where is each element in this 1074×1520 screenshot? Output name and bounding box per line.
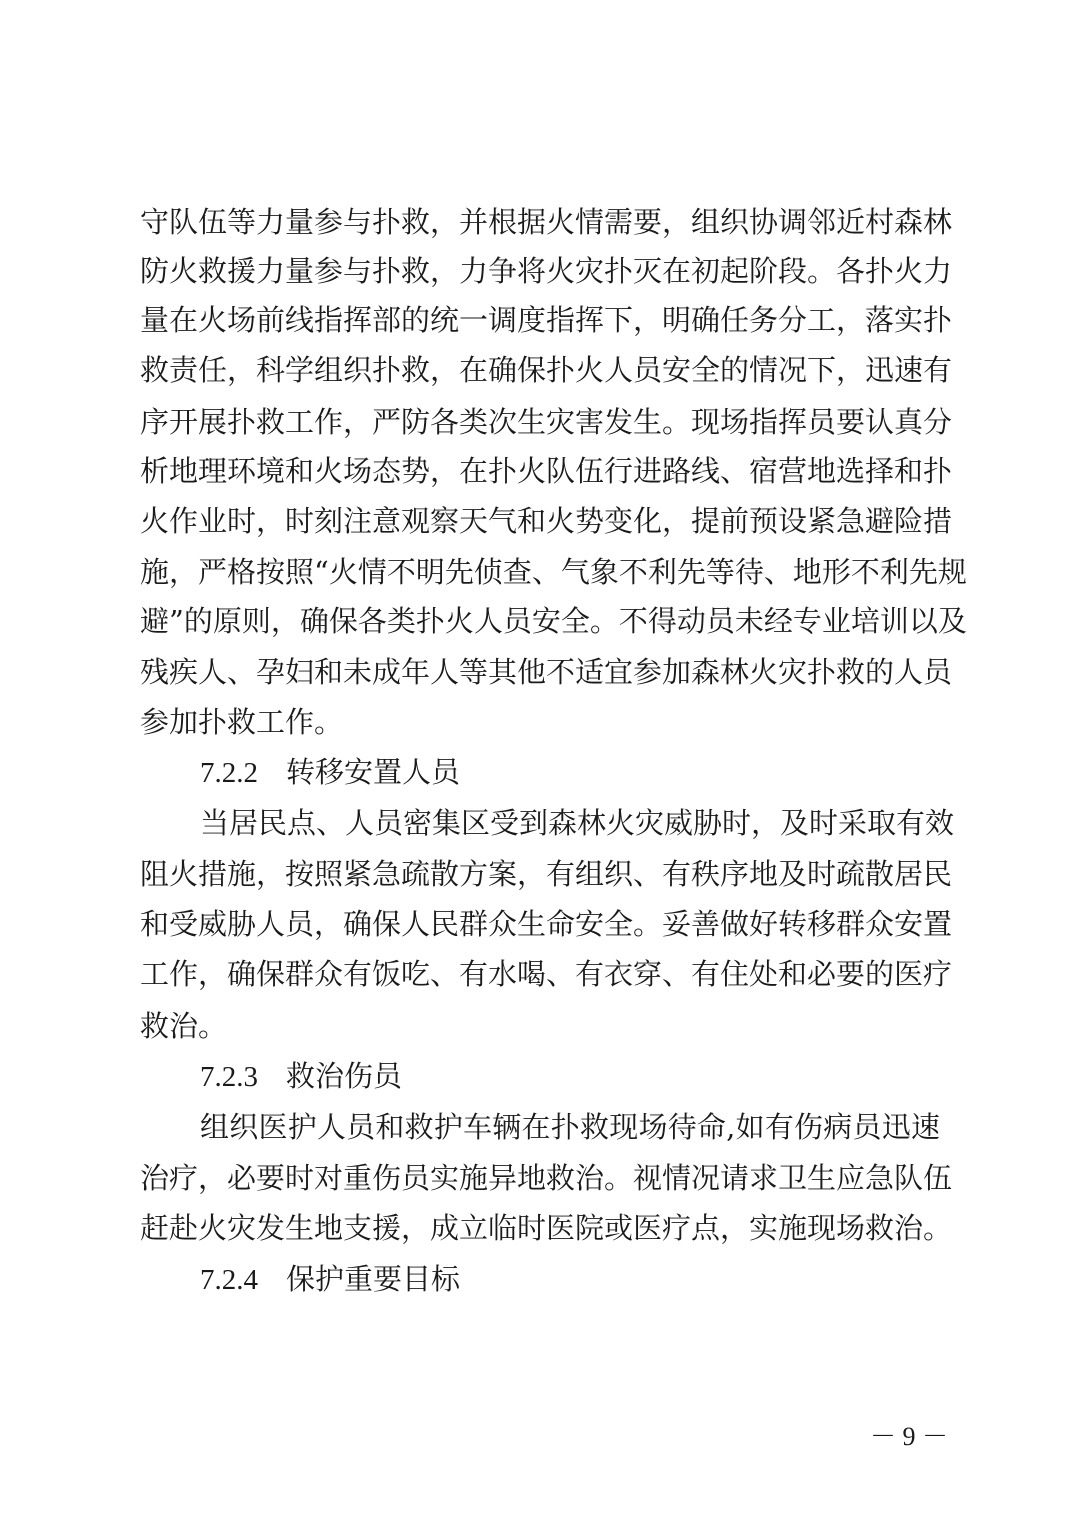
body-text-line: 和受威胁人员，确保人民群众生命安全。妥善做好转移群众安置 <box>140 907 953 941</box>
section-number: 7.2.2 <box>200 757 258 789</box>
body-text-line: 赶赴火灾发生地支援，成立临时医院或医疗点，实施现场救治。 <box>140 1211 953 1245</box>
body-text-line: 序开展扑救工作，严防各类次生灾害发生。现场指挥员要认真分 <box>140 405 953 439</box>
body-text-line: 救责任，科学组织扑救，在确保扑火人员安全的情况下，迅速有 <box>140 353 953 387</box>
body-text-line: 量在火场前线指挥部的统一调度指挥下，明确任务分工，落实扑 <box>140 303 953 337</box>
page-number: － 9 － <box>870 1422 949 1451</box>
body-text-line: 治疗，必要时对重伤员实施异地救治。视情况请求卫生应急队伍 <box>140 1161 953 1195</box>
body-text-line: 析地理环境和火场态势，在扑火队伍行进路线、宿营地选择和扑 <box>140 454 953 488</box>
section-title: 救治伤员 <box>286 1059 403 1093</box>
body-text-line: 救治。 <box>140 1009 228 1043</box>
body-text-line: 工作，确保群众有饭吃、有水喝、有衣穿、有住处和必要的医疗 <box>140 957 953 991</box>
body-text-line: 施，严格按照“火情不明先侦查、气象不利先等待、地形不利先规 <box>140 555 967 589</box>
section-number: 7.2.4 <box>200 1264 258 1296</box>
body-text-line: 参加扑救工作。 <box>140 705 344 739</box>
body-text-line: 火作业时，时刻注意观察天气和火势变化，提前预设紧急避险措 <box>140 504 953 538</box>
section-title: 保护重要目标 <box>286 1262 461 1296</box>
section-title: 转移安置人员 <box>286 755 461 789</box>
body-text-line: 守队伍等力量参与扑救，并根据火情需要，组织协调邻近村森林 <box>140 205 953 239</box>
body-text-line: 避”的原则，确保各类扑火人员安全。不得动员未经专业培训以及 <box>140 604 967 638</box>
body-text-line: 防火救援力量参与扑救，力争将火灾扑灭在初起阶段。各扑火力 <box>140 254 953 288</box>
body-text-line: 残疾人、孕妇和未成年人等其他不适宜参加森林火灾扑救的人员 <box>140 655 953 689</box>
body-text-line: 当居民点、人员密集区受到森林火灾威胁时，及时采取有效 <box>200 806 955 840</box>
section-heading-7-2-4 <box>200 1254 460 1304</box>
body-text-line: 阻火措施，按照紧急疏散方案，有组织、有秩序地及时疏散居民 <box>140 857 953 891</box>
section-heading-7-2-3 <box>200 1051 402 1101</box>
section-heading-7-2-2 <box>200 747 460 797</box>
body-text-line: 组织医护人员和救护车辆在扑救现场待命,如有伤病员迅速 <box>200 1110 940 1144</box>
section-number: 7.2.3 <box>200 1061 258 1093</box>
